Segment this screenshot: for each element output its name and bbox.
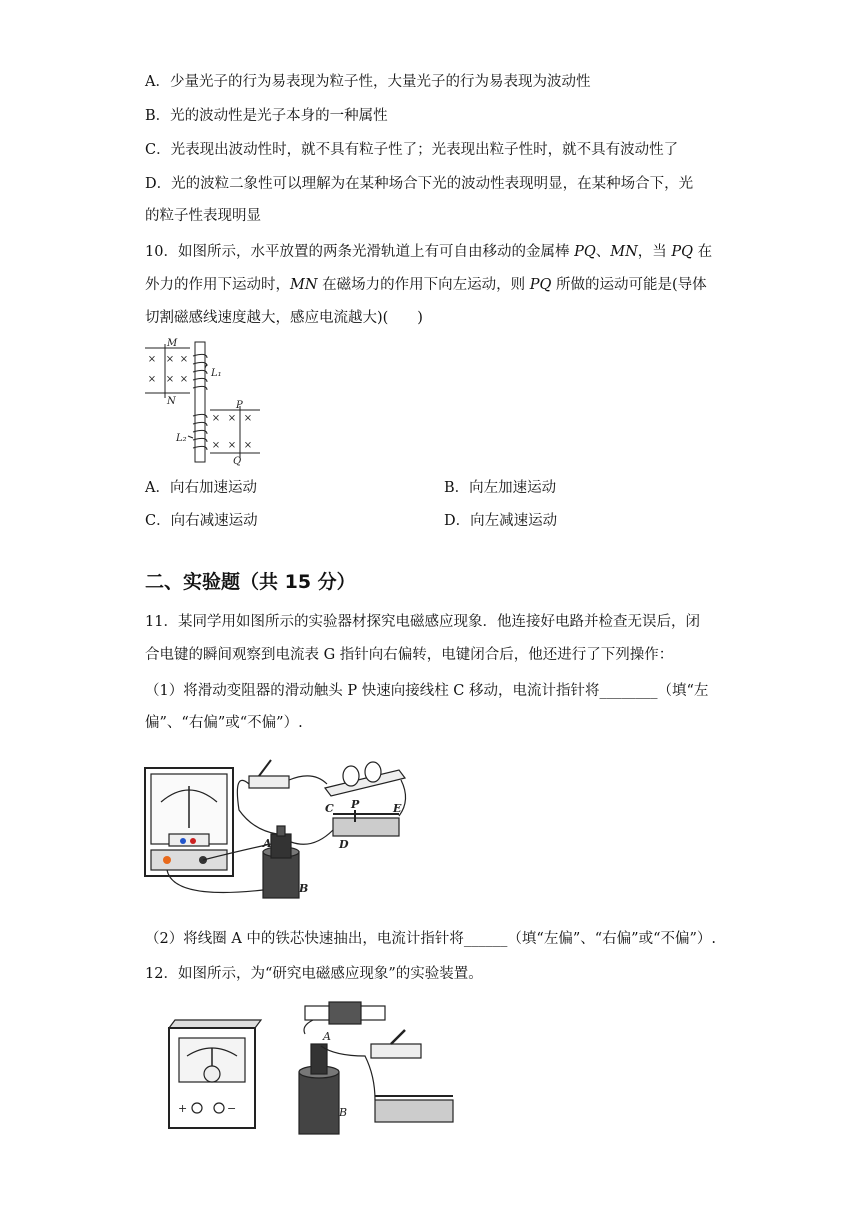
q10-option-d: D．向左减速运动	[444, 513, 558, 529]
em-induction-setup-figure	[165, 996, 465, 1146]
q9-option-c: C．光表现出波动性时，就不具有粒子性了；光表现出粒子性时，就不具有波动性了	[145, 142, 679, 158]
label-a: A	[263, 837, 272, 850]
label-b: B	[339, 1106, 348, 1119]
cross-mark: ×	[227, 440, 237, 451]
cross-mark: ×	[165, 354, 175, 365]
label-q: Q	[233, 456, 242, 466]
cross-mark: ×	[147, 374, 157, 385]
label-e: E	[393, 802, 402, 815]
cross-mark: ×	[179, 374, 189, 385]
section-title: 二、实验题（共 15 分）	[145, 571, 356, 593]
q11-part1-line1: （1）将滑动变阻器的滑动触头 P 快速向接线柱 C 移动，电流计指针将________（填“左	[145, 683, 709, 699]
q12-stem: 12．如图所示，为“研究电磁感应现象”的实验装置。	[145, 966, 483, 982]
label-minus: −	[227, 1102, 237, 1115]
q10-option-c: C．向右减速运动	[145, 513, 258, 529]
label-b: B	[299, 882, 309, 895]
label-c: C	[325, 802, 334, 815]
q10-stem-line2: 外力的作用下运动时，MN 在磁场力的作用下向左运动，则 PQ 所做的运动可能是(导体	[145, 277, 707, 293]
label-p: P	[236, 400, 243, 411]
label-d: D	[339, 838, 349, 851]
q11-part1-line2: 偏”、“右偏”或“不偏”）.	[145, 715, 303, 731]
label-l1: L₁	[211, 368, 222, 379]
cross-mark: ×	[165, 374, 175, 385]
q9-option-d-line2: 的粒子性表现明显	[145, 208, 261, 224]
cross-mark: ×	[211, 440, 221, 451]
q11-stem-line2: 合电键的瞬间观察到电流表 G 指针向右偏转，电键闭合后，他还进行了下列操作：	[145, 647, 674, 663]
cross-mark: ×	[243, 413, 253, 424]
cross-mark: ×	[179, 354, 189, 365]
cross-mark: ×	[243, 440, 253, 451]
q9-option-b: B．光的波动性是光子本身的一种属性	[145, 108, 388, 124]
q11-stem-line1: 11．某同学用如图所示的实验器材探究电磁感应现象．他连接好电路并检查无误后，闭	[145, 614, 700, 630]
q10-stem-line1: 10．如图所示，水平放置的两条光滑轨道上有可自由移动的金属棒 PQ、MN，当 PQ 在	[145, 244, 713, 260]
q10-option-b: B．向左加速运动	[444, 480, 557, 496]
em-induction-apparatus-figure	[143, 750, 418, 915]
q10-option-a: A．向右加速运动	[145, 480, 257, 496]
cross-mark: ×	[227, 413, 237, 424]
label-p: P	[351, 798, 360, 811]
label-a: A	[323, 1030, 331, 1043]
label-l2: L₂	[176, 433, 187, 444]
q9-option-d-line1: D．光的波粒二象性可以理解为在某种场合下光的波动性表现明显，在某种场合下，光	[145, 176, 694, 192]
q11-part2: （2）将线圈 A 中的铁芯快速抽出，电流计指针将______（填“左偏”、“右偏”或“不偏”）.	[145, 931, 716, 947]
label-plus: +	[178, 1102, 188, 1115]
q10-stem-line3: 切割磁感线速度越大，感应电流越大)( )	[145, 310, 423, 326]
label-n: N	[167, 396, 176, 407]
label-m: M	[167, 338, 178, 349]
rail-coil-figure	[140, 338, 270, 466]
cross-mark: ×	[147, 354, 157, 365]
q9-option-a: A．少量光子的行为易表现为粒子性，大量光子的行为易表现为波动性	[145, 74, 591, 90]
cross-mark: ×	[211, 413, 221, 424]
